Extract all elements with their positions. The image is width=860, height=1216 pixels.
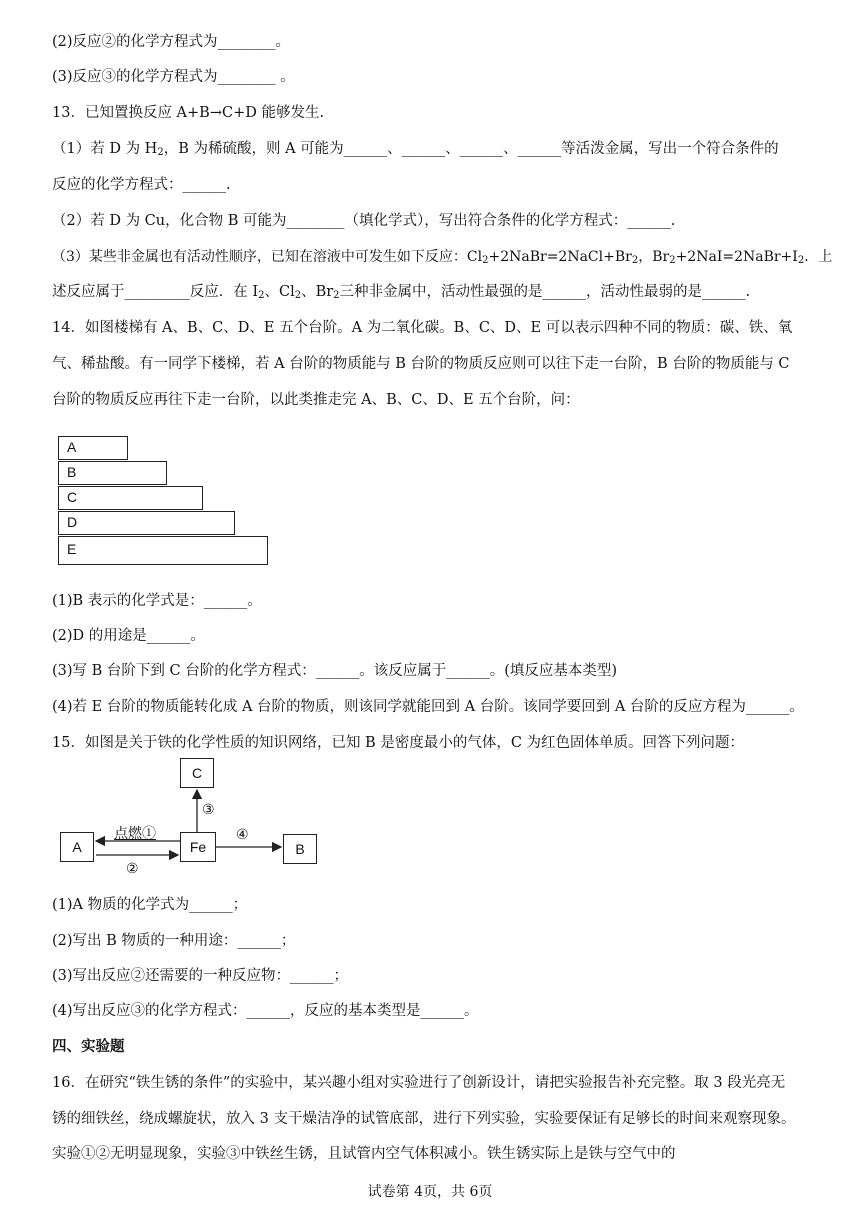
q16-stem-line1: 16．在研究“铁生锈的条件”的实验中，某兴趣小组对实验进行了创新设计，请把实验报告补充完整。取 3 段光亮无 bbox=[52, 1075, 786, 1091]
page-footer: 试卷第 4页，共 6页 bbox=[367, 1184, 493, 1200]
box-c: C bbox=[180, 758, 214, 788]
q13-part3-line1: （3）某些非金属也有活动性顺序，已知在溶液中可发生如下反应：$Cl_2+2NaBr=2NaCl+Br_2$，$Br_2+2NaI=2NaBr+I_2$．上 bbox=[52, 249, 833, 266]
q14-stem-line1: 14．如图楼梯有 A、B、C、D、E 五个台阶。A 为二氧化碳。B、C、D、E 可以表示四种不同的物质：碳、铁、氧 bbox=[52, 320, 793, 336]
q14-part3: (3)写 B 台阶下到 C 台阶的化学方程式：______。该反应属于______。(填反应基本类型) bbox=[52, 663, 618, 679]
label-4: ④ bbox=[236, 826, 249, 842]
stair-step-b: B bbox=[58, 461, 167, 485]
q15-part1: (1)A 物质的化学式为______； bbox=[52, 897, 248, 913]
q14-part2: (2)D 的用途是______。 bbox=[52, 628, 205, 644]
q12-part3: (3)反应③的化学方程式为________ 。 bbox=[52, 69, 295, 85]
q15-heading: 15．如图是关于铁的化学性质的知识网络，已知 B 是密度最小的气体，C 为红色固体单质。回答下列问题： bbox=[52, 735, 745, 751]
label-2: ② bbox=[126, 860, 139, 876]
q14-stem-line3: 台阶的物质反应再往下走一台阶，以此类推走完 A、B、C、D、E 五个台阶，问： bbox=[52, 392, 580, 408]
q16-stem-line3: 实验①②无明显现象，实验③中铁丝生锈，且试管内空气体积减小。铁生锈实际上是铁与空气中的 bbox=[52, 1146, 676, 1162]
q13-part3-line2: 述反应属于_________反应．在 $I_2$、$Cl_2$、$Br_2$三种非金属中，活动性最强的是______，活动性最弱的是______. bbox=[52, 284, 751, 301]
stair-step-a: A bbox=[58, 436, 128, 460]
q14-part1: (1)B 表示的化学式是：______。 bbox=[52, 593, 262, 609]
q13-part2: （2）若 D 为 Cu，化合物 B 可能为________（填化学式），写出符合条件的化学方程式：______. bbox=[52, 213, 676, 229]
q13-part1-line1: （1）若 D 为 $H_2$，B 为稀硫酸，则 A 可能为______、______、______、______等活泼金属，写出一个符合条件的 bbox=[52, 141, 779, 158]
q15-part3: (3)写出反应②还需要的一种反应物：______； bbox=[52, 968, 349, 984]
label-ignite-1: 点燃① bbox=[114, 825, 156, 841]
q14-part4: (4)若 E 台阶的物质能转化成 A 台阶的物质，则该同学就能回到 A 台阶。该同学要回到 A 台阶的反应方程为______。 bbox=[52, 699, 804, 715]
box-a: A bbox=[60, 832, 94, 862]
stair-step-e: E bbox=[58, 536, 268, 565]
box-fe: Fe bbox=[180, 832, 216, 862]
q12-part2: (2)反应②的化学方程式为________。 bbox=[52, 34, 291, 50]
section-heading-experiment: 四、实验题 bbox=[52, 1038, 125, 1055]
label-3: ③ bbox=[202, 801, 215, 817]
q16-stem-line2: 锈的细铁丝，绕成螺旋状，放入 3 支干燥洁净的试管底部，进行下列实验，实验要保证有足够长的时间来观察现象。 bbox=[52, 1111, 796, 1127]
q15-part2: (2)写出 B 物质的一种用途：______； bbox=[52, 933, 296, 949]
q14-stem-line2: 气、稀盐酸。有一同学下楼梯，若 A 台阶的物质能与 B 台阶的物质反应则可以往下走一台阶，B 台阶的物质能与 C bbox=[52, 356, 790, 372]
q15-part4: (4)写出反应③的化学方程式：______，反应的基本类型是______。 bbox=[52, 1003, 479, 1019]
box-b: B bbox=[283, 834, 317, 864]
stair-step-c: C bbox=[58, 486, 203, 510]
stair-step-d: D bbox=[58, 511, 235, 535]
q13-part1-line2: 反应的化学方程式：______. bbox=[52, 177, 231, 193]
q13-heading: 13．已知置换反应 A+B→C+D 能够发生. bbox=[52, 105, 325, 121]
